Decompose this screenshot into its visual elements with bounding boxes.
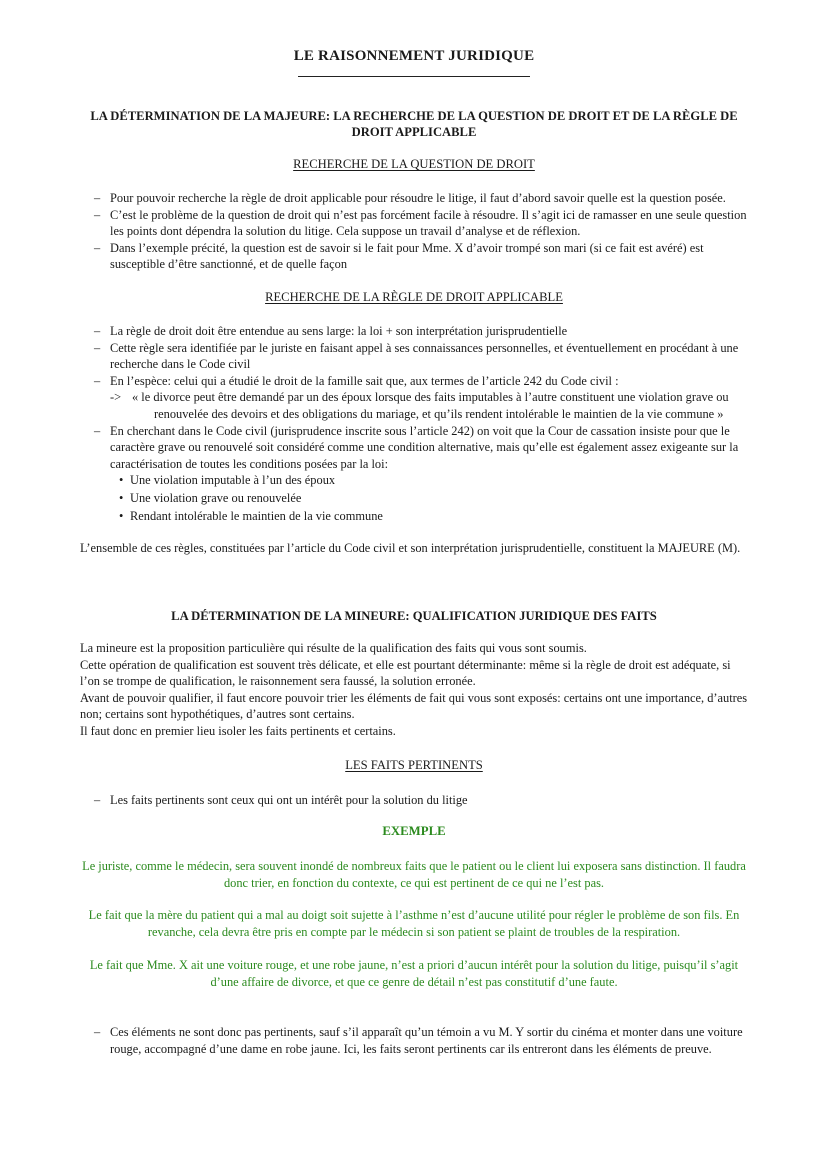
example-paragraph: Le fait que Mme. X ait une voiture rouge, et une robe jaune, n’est a priori d’aucun intérêt pour la solution du litige, puisqu’il s’agit d’une affaire de divorce, et que ce genre de détail n’est pas constitutif d’une faute.	[89, 958, 739, 989]
paragraph: Cette opération de qualification est souvent très délicate, et elle est pourtant déterminante: même si la règle de droit est adéquate, si l’on se trompe de qualification, le raisonnement sera faussé, la solution erronée.	[80, 657, 731, 689]
example-paragraph: Le fait que la mère du patient qui a mal au doigt soit sujette à l’asthme n’est d’aucune utilité pour régler le problème de son fils. En revanche, cela devra être pris en compte par le médecin si son patient se plaint de troubles de la respiration.	[88, 908, 740, 939]
list-item: – Cette règle sera identifiée par le juriste en faisant appel à ses connaissances personnelles, et éventuellement en procédant à une recherche dans le Code civil	[80, 340, 750, 373]
example-heading: EXEMPLE	[382, 824, 446, 838]
conditions-list	[80, 472, 750, 525]
list-item: – Les faits pertinents sont ceux qui ont un intérêt pour la solution du litige	[80, 792, 750, 809]
regle-de-droit-list	[80, 323, 750, 525]
document-title: LE RAISONNEMENT JURIDIQUE	[293, 48, 535, 64]
example-paragraph: Le juriste, comme le médecin, sera souvent inondé de nombreux faits que le patient ou le client lui exposera sans distinction. Il faudra donc trier, en fonction du contexte, ce qui est pertinent de ce qui ne l’est pas.	[82, 859, 746, 890]
condition-item: • Rendant intolérable le maintien de la vie commune	[80, 508, 750, 526]
article-242-quote	[80, 389, 750, 422]
list-item: – En l’espèce: celui qui a étudié le droit de la famille sait que, aux termes de l’article 242 du Code civil :	[80, 373, 750, 390]
paragraph: Il faut donc en premier lieu isoler les faits pertinents et certains.	[80, 723, 396, 738]
list-item: – C’est le problème de la question de droit qui n’est pas forcément facile à résoudre. Il s’agit ici de ramasser en une seule question les points dont dépendra la solution du litige. Cela suppose un travail d’analyse et de réflexion.	[80, 207, 750, 240]
list-item: – Ces éléments ne sont donc pas pertinents, sauf s’il apparaît qu’un témoin a vu M. Y sortir du cinéma et monter dans une voiture rouge, accompagné d’une dame en robe jaune. Ici, les faits seront pertinents car ils entreront dans les éléments de preuve.	[80, 1024, 750, 1057]
list-item: – Pour pouvoir recherche la règle de droit applicable pour résoudre le litige, il faut d’abord savoir quelle est la question posée.	[80, 190, 750, 207]
final-list	[80, 1024, 750, 1057]
condition-item: • Une violation imputable à l’un des époux	[80, 472, 750, 490]
arrow-marker: ->	[110, 390, 122, 405]
section-heading-majeure: LA DÉTERMINATION DE LA MAJEURE: LA RECHERCHE DE LA QUESTION DE DROIT ET DE LA RÈGLE DE DROIT APPLICABLE	[90, 109, 738, 139]
list-item: – Dans l’exemple précité, la question est de savoir si le fait pour Mme. X d’avoir trompé son mari (si ce fait est avéré) est susceptible d’être sanctionné, et de quelle façon	[80, 240, 750, 273]
question-de-droit-list	[80, 190, 750, 273]
list-item: – En cherchant dans le Code civil (jurisprudence inscrite sous l’article 242) on voit que la Cour de cassation insiste pour que le caractère grave ou renouvelé soit considéré comme une condition alternative, mais qu’elle est également assez exigeante sur la caractérisation de toutes les conditions posées par la loi:	[80, 423, 750, 473]
faits-pertinents-list	[80, 792, 750, 809]
majeure-conclusion: L’ensemble de ces règles, constituées par l’article du Code civil et son interprétation jurisprudentielle, constituent la MAJEURE (M).	[80, 541, 741, 555]
paragraph: Avant de pouvoir qualifier, il faut encore pouvoir trier les éléments de fait qui vous sont exposés: certains ont une importance, d’autres non; certains sont hypothétiques, d’autres sont certains.	[80, 690, 748, 722]
quote-line: renouvelée des devoirs et des obligations du mariage, et qu’ils rendent intolérable le maintien de la vie commune »	[154, 406, 724, 421]
quote-line: « le divorce peut être demandé par un des époux lorsque des faits imputables à l’autre constituent une violation grave ou	[132, 390, 729, 405]
condition-item: • Une violation grave ou renouvelée	[80, 490, 750, 508]
subheading-faits-pertinents: LES FAITS PERTINENTS	[345, 758, 483, 772]
list-item: – La règle de droit doit être entendue au sens large: la loi + son interprétation jurisprudentielle	[80, 323, 750, 340]
title-underline	[298, 76, 530, 77]
mineure-intro	[80, 640, 752, 740]
subheading-regle-de-droit: RECHERCHE DE LA RÈGLE DE DROIT APPLICABLE	[265, 290, 563, 304]
subheading-question-de-droit: RECHERCHE DE LA QUESTION DE DROIT	[293, 157, 535, 171]
paragraph: La mineure est la proposition particulière qui résulte de la qualification des faits qui vous sont soumis.	[80, 641, 587, 655]
section-heading-mineure: LA DÉTERMINATION DE LA MINEURE: QUALIFICATION JURIDIQUE DES FAITS	[171, 609, 657, 623]
